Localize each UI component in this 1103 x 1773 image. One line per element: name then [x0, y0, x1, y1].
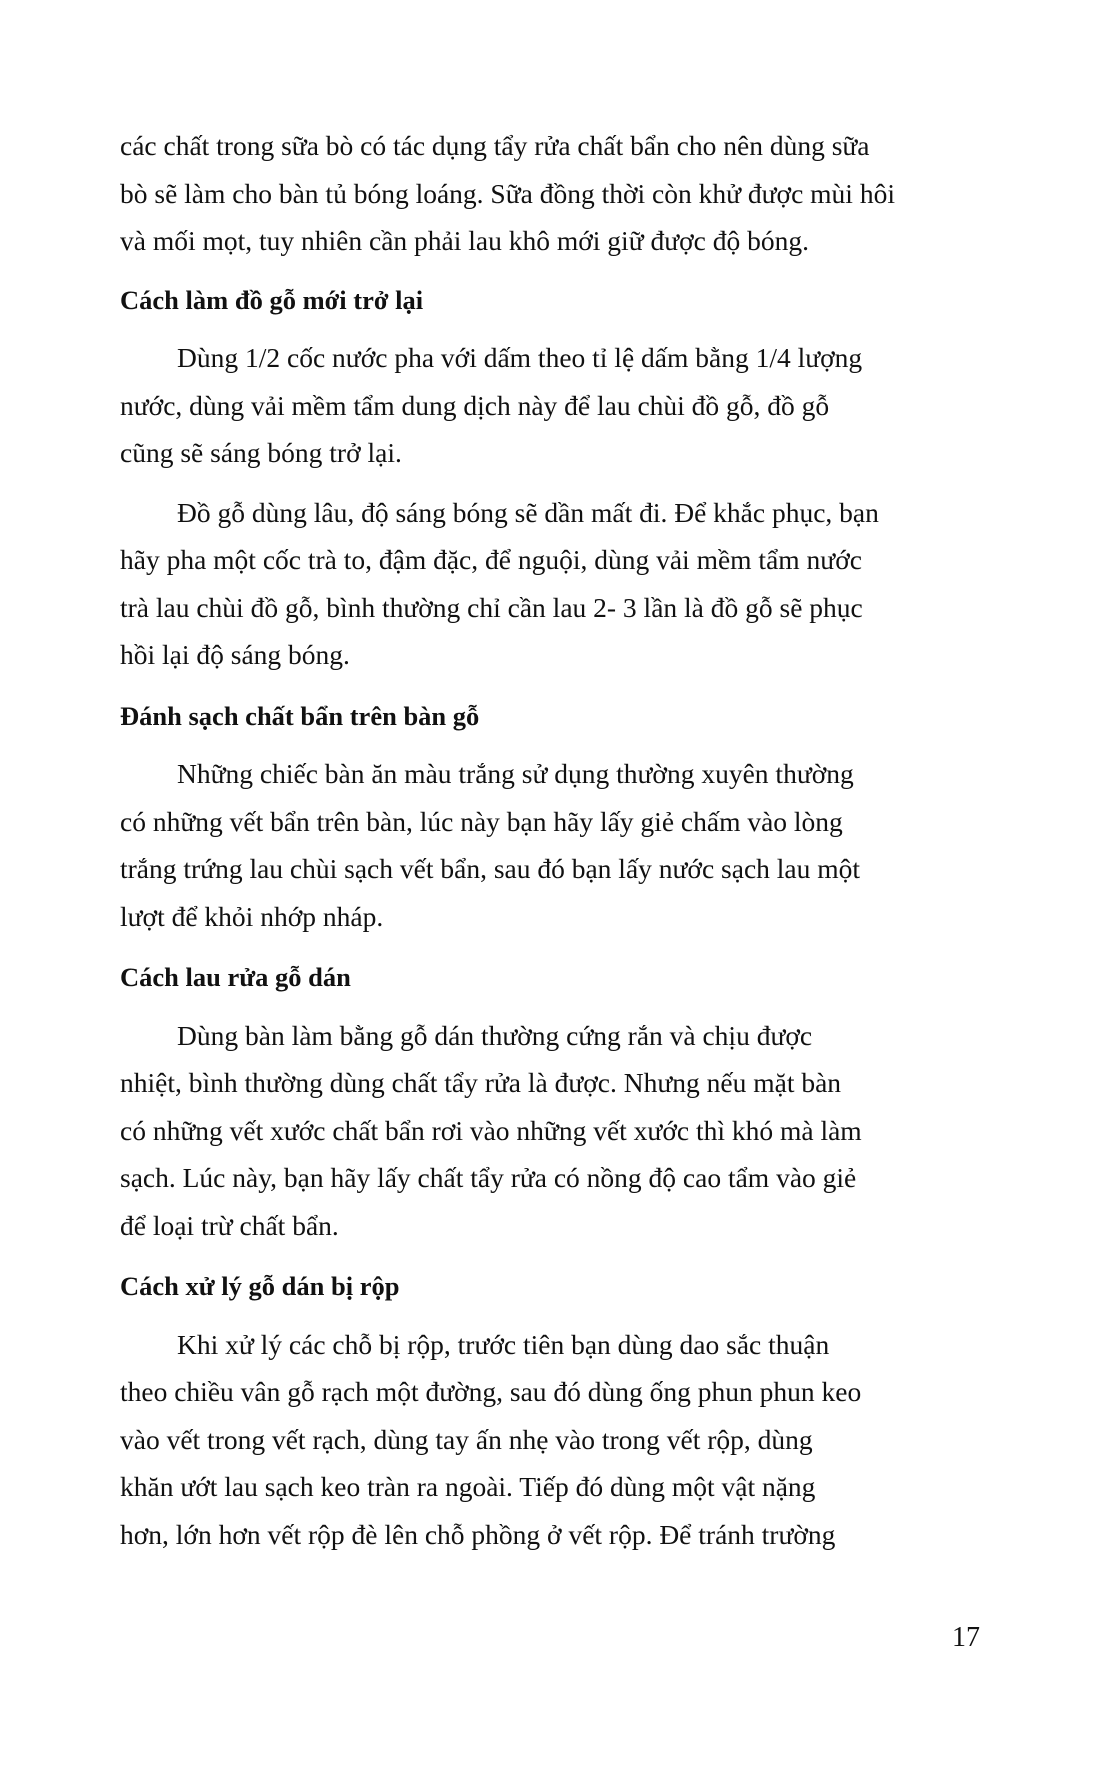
text-line: Khi xử lý các chỗ bị rộp, trước tiên bạn dùng dao sắc thuận [177, 1328, 830, 1360]
paragraph [120, 334, 985, 477]
text-line: Đồ gỗ dùng lâu, độ sáng bóng sẽ dần mất đi. Để khắc phục, bạn [177, 496, 879, 528]
section-clean-plywood [120, 954, 985, 1249]
paragraph [120, 489, 985, 679]
text-line: trà lau chùi đồ gỗ, bình thường chỉ cần lau 2- 3 lần là đồ gỗ sẽ phục [120, 591, 863, 623]
text-line: có những vết xước chất bẩn rơi vào những vết xước thì khó mà làm [120, 1114, 862, 1146]
text-line: có những vết bẩn trên bàn, lúc này bạn hãy lấy giẻ chấm vào lòng [120, 805, 843, 837]
text-line: bò sẽ làm cho bàn tủ bóng loáng. Sữa đồng thời còn khử được mùi hôi [120, 177, 895, 209]
text-line: hơn, lớn hơn vết rộp đè lên chỗ phồng ở vết rộp. Để tránh trường [120, 1518, 836, 1550]
paragraph [120, 1012, 985, 1250]
text-line: cũng sẽ sáng bóng trở lại. [120, 437, 402, 468]
text-line: trắng trứng lau chùi sạch vết bẩn, sau đó bạn lấy nước sạch lau một [120, 853, 861, 884]
section-heading: Đánh sạch chất bẩn trên bàn gỗ [120, 700, 480, 731]
section-heading: Cách làm đồ gỗ mới trở lại [120, 284, 424, 315]
section-restore-wood [120, 277, 985, 679]
text-line: nhiệt, bình thường dùng chất tẩy rửa là được. Nhưng nếu mặt bàn [120, 1067, 842, 1098]
text-line: hãy pha một cốc trà to, đậm đặc, để nguội, dùng vải mềm tẩm nước [120, 544, 862, 575]
section-clean-table [120, 693, 985, 941]
paragraph [120, 1321, 985, 1559]
text-line: lượt để khỏi nhớp nháp. [120, 900, 384, 932]
text-line: nước, dùng vải mềm tẩm dung dịch này để lau chùi đồ gỗ, đồ gỗ [120, 389, 830, 421]
text-line: Dùng 1/2 cốc nước pha với dấm theo tỉ lệ dấm bằng 1/4 lượng [177, 342, 863, 373]
text-line: khăn ướt lau sạch keo tràn ra ngoài. Tiếp đó dùng một vật nặng [120, 1471, 816, 1502]
text-line: theo chiều vân gỗ rạch một đường, sau đó dùng ống phun phun keo [120, 1376, 862, 1407]
page-content [120, 122, 985, 1572]
text-line: để loại trừ chất bẩn. [120, 1209, 339, 1241]
intro-paragraph [120, 122, 985, 265]
section-fix-blistered-plywood [120, 1263, 985, 1558]
text-line: và mối mọt, tuy nhiên cần phải lau khô mới giữ được độ bóng. [120, 225, 810, 256]
page-number: 17 [952, 1622, 980, 1653]
text-line: hồi lại độ sáng bóng. [120, 639, 350, 670]
text-line: các chất trong sữa bò có tác dụng tẩy rửa chất bẩn cho nên dùng sữa [120, 130, 870, 161]
text-line: Dùng bàn làm bằng gỗ dán thường cứng rắn và chịu được [177, 1019, 813, 1051]
paragraph [120, 750, 985, 940]
section-heading: Cách lau rửa gỗ dán [120, 962, 351, 992]
text-line: vào vết trong vết rạch, dùng tay ấn nhẹ vào trong vết rộp, dùng [120, 1423, 813, 1455]
text-line: sạch. Lúc này, bạn hãy lấy chất tẩy rửa có nồng độ cao tẩm vào giẻ [120, 1162, 857, 1193]
text-line: Những chiếc bàn ăn màu trắng sử dụng thường xuyên thường [177, 758, 854, 789]
section-heading: Cách xử lý gỗ dán bị rộp [120, 1271, 400, 1301]
